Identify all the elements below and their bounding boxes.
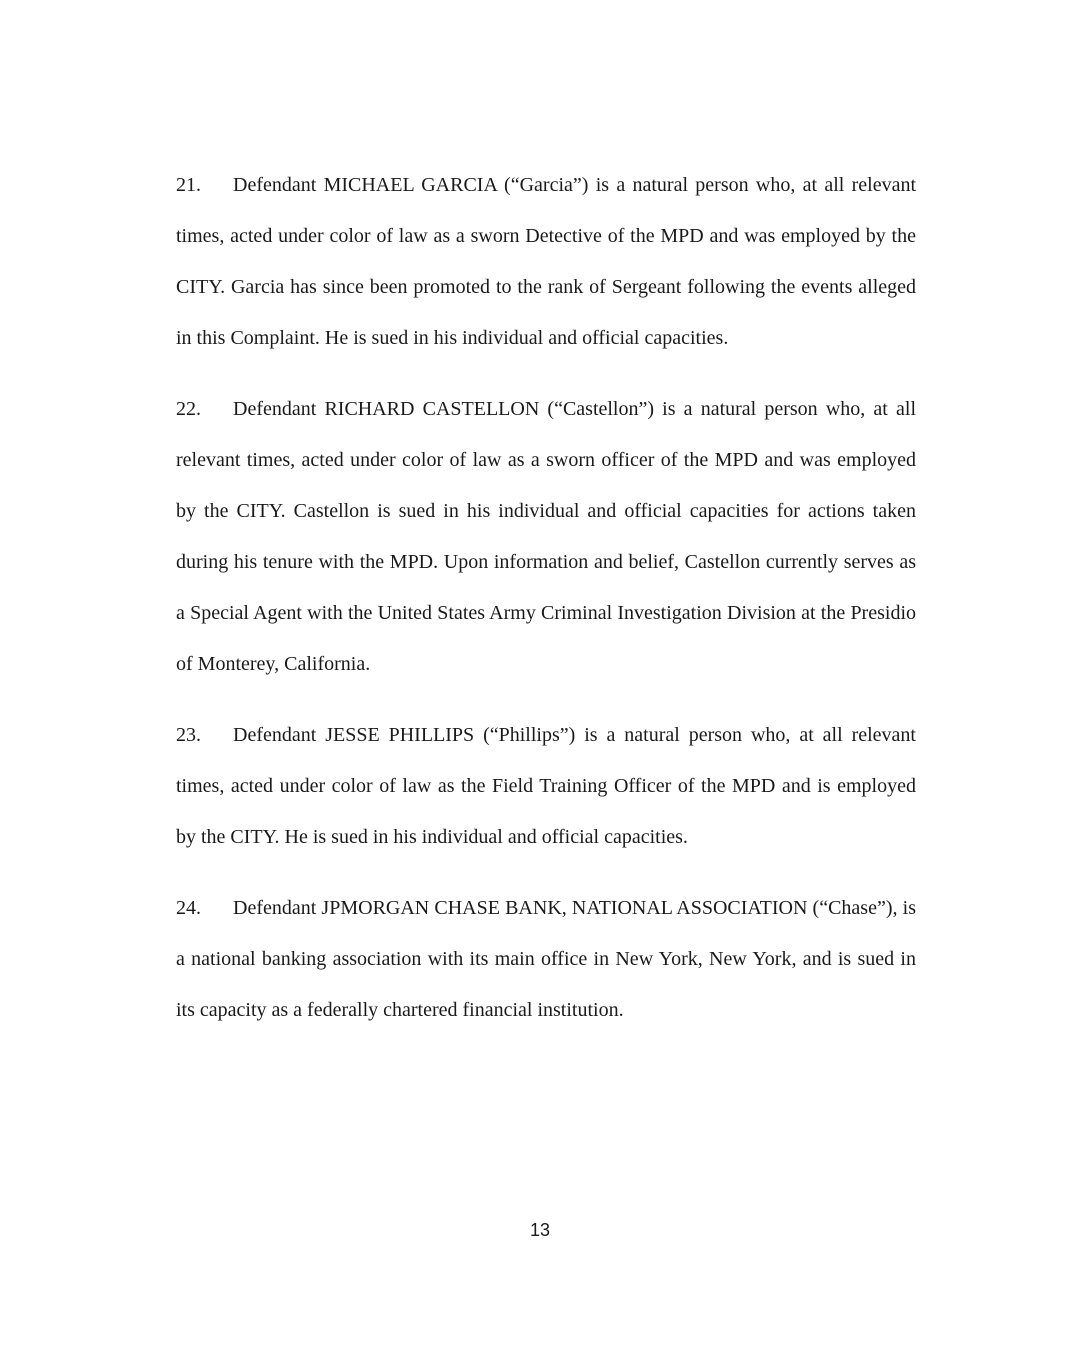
paragraph-number: 21. bbox=[176, 174, 201, 196]
paragraph-number: 22. bbox=[176, 398, 201, 420]
document-body bbox=[176, 160, 916, 1056]
page-number: 13 bbox=[529, 1220, 551, 1240]
paragraph-21 bbox=[176, 160, 916, 364]
paragraph-text: Defendant JESSE PHILLIPS (“Phillips”) is a natural person who, at all relevant times, acted under color of law as the Field Training Officer of the MPD and is employed by the CITY. He is sued in his individual and official capacities. bbox=[176, 724, 916, 848]
paragraph-text: Defendant JPMORGAN CHASE BANK, NATIONAL ASSOCIATION (“Chase”), is a national banking association with its main office in New York, New York, and is sued in its capacity as a federally chartered financial institution. bbox=[176, 897, 916, 1021]
paragraph-text: Defendant RICHARD CASTELLON (“Castellon”) is a natural person who, at all relevant times, acted under color of law as a sworn officer of the MPD and was employed by the CITY. Castellon is sued in his individual and official capacities for actions taken during his tenure with the MPD. Upon information and belief, Castellon currently serves as a Special Agent with the United States Army Criminal Investigation Division at the Presidio of Monterey, California. bbox=[176, 398, 916, 675]
paragraph-number: 23. bbox=[176, 724, 201, 746]
paragraph-text: Defendant MICHAEL GARCIA (“Garcia”) is a natural person who, at all relevant times, acted under color of law as a sworn Detective of the MPD and was employed by the CITY. Garcia has since been promoted to the rank of Sergeant following the events alleged in this Complaint. He is sued in his individual and official capacities. bbox=[176, 174, 916, 349]
paragraph-23 bbox=[176, 710, 916, 863]
paragraph-number: 24. bbox=[176, 897, 201, 919]
paragraph-22 bbox=[176, 384, 916, 690]
paragraph-24 bbox=[176, 883, 916, 1036]
